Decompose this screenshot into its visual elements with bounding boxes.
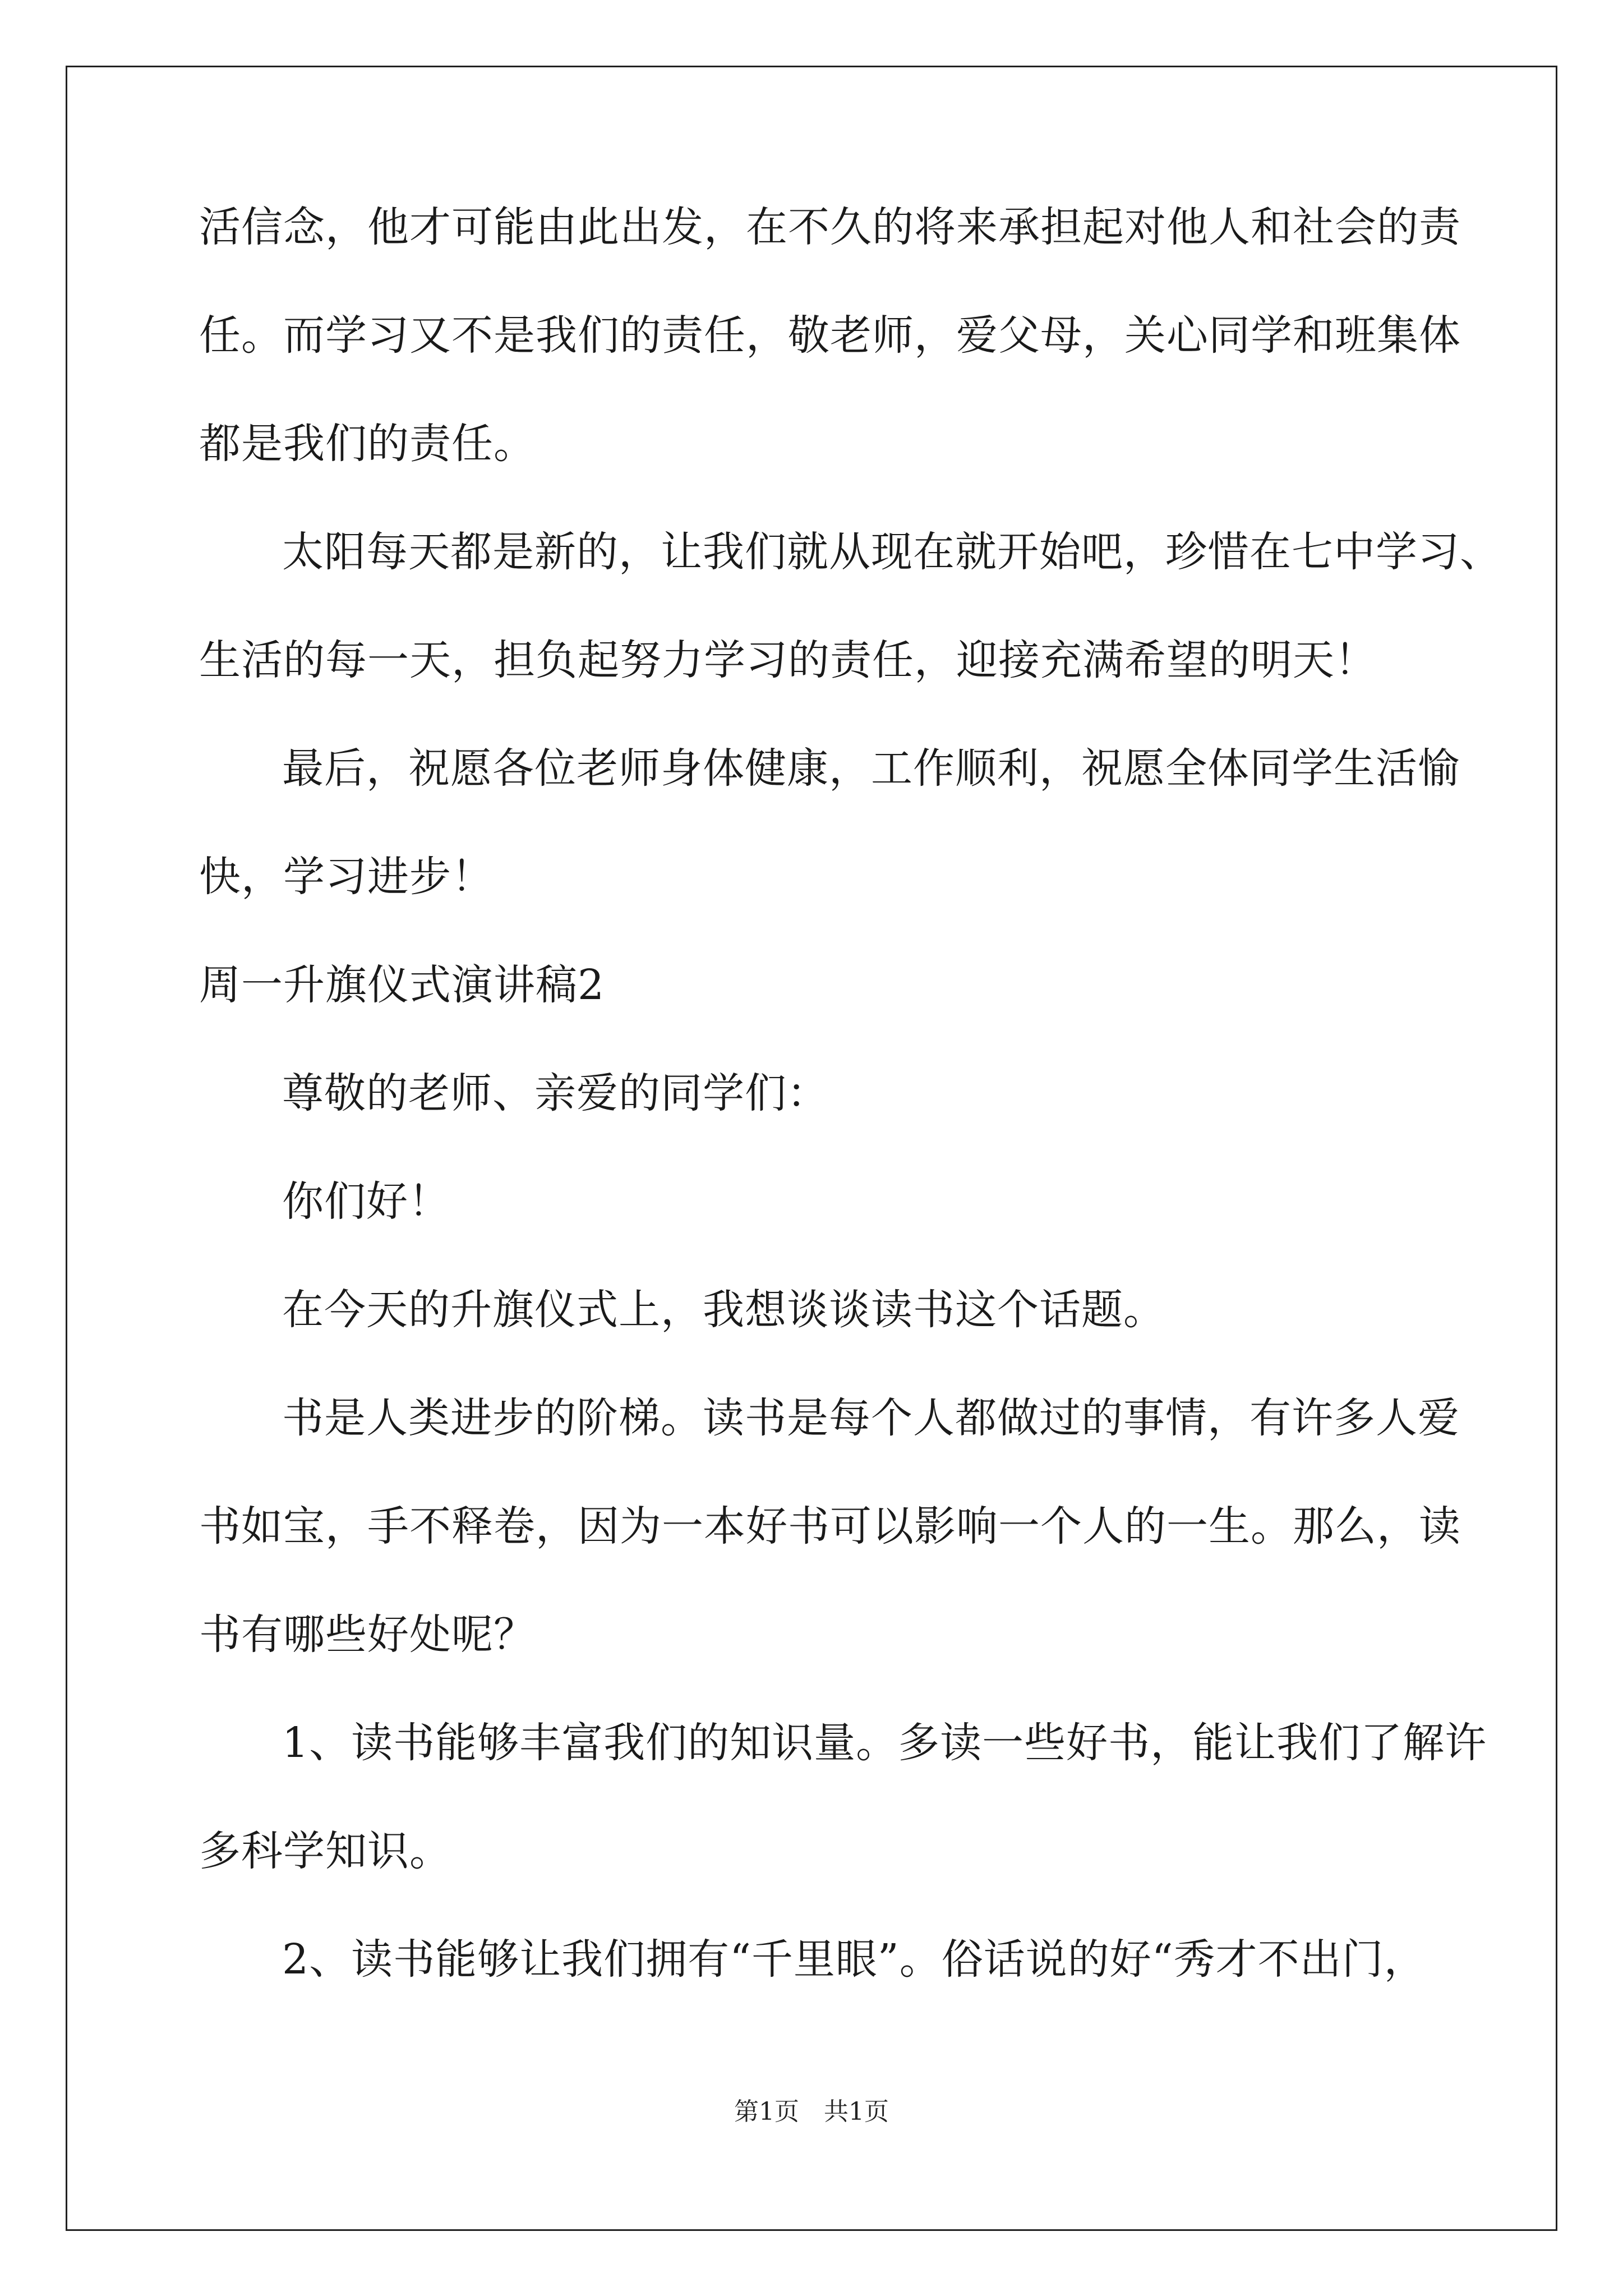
text-line: 书是人类进步的阶梯。读书是每个人都做过的事情，有许多人爱 — [282, 1394, 1460, 1442]
text-line: 2、读书能够让我们拥有“千里眼”。俗话说的好“秀才不出门， — [282, 1935, 1426, 1984]
text-line: 最后，祝愿各位老师身体健康，工作顺利，祝愿全体同学生活愉 — [282, 744, 1460, 793]
text-line: 在今天的升旗仪式上，我想谈谈读书这个话题。 — [282, 1286, 1165, 1334]
section-heading: 周一升旗仪式演讲稿2 — [199, 961, 605, 1009]
text-line: 太阳每天都是新的，让我们就从现在就开始吧，珍惜在七中学习、 — [282, 528, 1502, 576]
page-border — [66, 66, 1557, 2231]
text-line: 尊敬的老师、亲爱的同学们： — [282, 1069, 829, 1117]
text-line: 书如宝，手不释卷，因为一本好书可以影响一个人的一生。那么，读 — [199, 1502, 1461, 1550]
text-line: 快，学习进步！ — [199, 853, 494, 901]
page-footer: 第1页 共1页 — [734, 2097, 889, 2126]
text-line: 生活的每一天，担负起努力学习的责任，迎接充满希望的明天！ — [199, 636, 1377, 684]
text-line: 书有哪些好处呢？ — [199, 1611, 536, 1659]
text-line: 你们好！ — [282, 1177, 450, 1226]
text-line: 1、读书能够丰富我们的知识量。多读一些好书，能让我们了解许 — [282, 1719, 1487, 1767]
text-line: 多科学知识。 — [199, 1827, 451, 1875]
text-line: 任。而学习又不是我们的责任，敬老师，爱父母，关心同学和班集体 — [199, 311, 1461, 360]
text-line: 活信念，他才可能由此出发，在不久的将来承担起对他人和社会的责 — [199, 203, 1461, 251]
text-line: 都是我们的责任。 — [199, 420, 536, 468]
